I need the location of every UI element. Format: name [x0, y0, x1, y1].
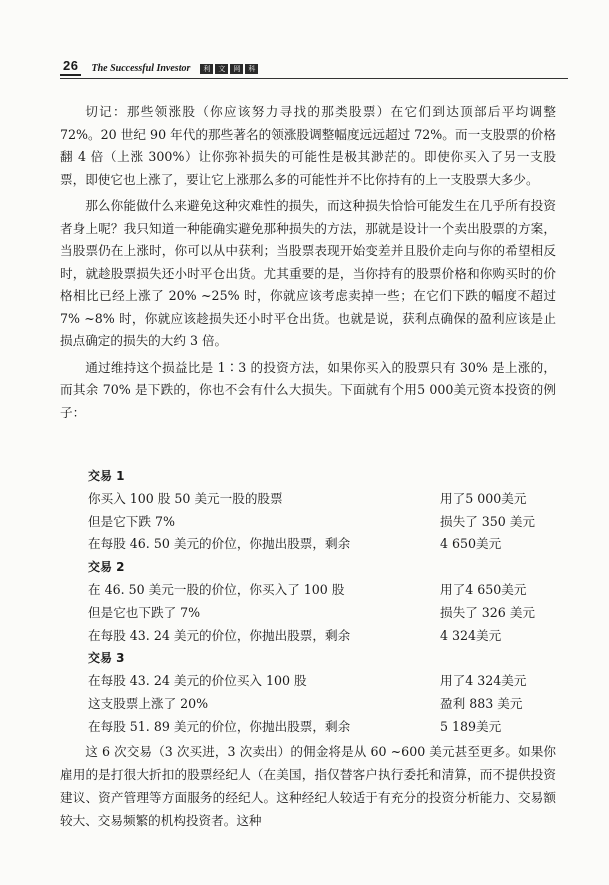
trade-amount: 盈利 883 美元	[440, 695, 523, 711]
paragraph: 那么你能做什么来避免这种灾难性的损失，而这种损失恰恰可能发生在几乎所有投资者身上呢？我只知道一种能确实避免那种损失的方法，那就是设计一个卖出股票的方案，当股票仍在上涨时，你可以从中获利；当股票表现开始变差并且股价走向与你的希望相反时，就趁股票损失还小时平仓出货。尤其重要的是，当你持有的股票价格和你购买时的价格相比已经上涨了 20% ~25% 时，你就应该考虑卖掉一些；在它们下跌的幅度不超过 7% ~8% 时，你就应该趁损失还小时平仓出货。也就是说，获利点确保的盈利应该是止损点确定的损失的大约 3 倍。	[60, 198, 556, 348]
trade-row	[88, 625, 558, 648]
trade-action: 这支股票上涨了 20%	[88, 695, 209, 711]
trade-title: 交易 1	[88, 469, 125, 483]
trade-row	[88, 533, 558, 556]
trade-amount: 4 324美元	[440, 627, 502, 643]
trade-row	[88, 511, 558, 534]
body-text	[60, 101, 556, 428]
trade-row	[88, 602, 558, 625]
trade-amount: 损失了 350 美元	[440, 513, 536, 529]
trade-amount: 用了4 324美元	[440, 673, 527, 689]
trade-action: 在每股 43. 24 美元的价位买入 100 股	[88, 673, 307, 689]
trade-block	[88, 647, 558, 738]
trade-action: 但是它也下跌了 7%	[88, 604, 201, 620]
header-tags	[200, 64, 260, 74]
trade-amount: 损失了 326 美元	[440, 604, 536, 620]
trade-amount: 5 189美元	[440, 718, 502, 734]
trade-title: 交易 3	[88, 651, 125, 666]
trade-action: 在每股 51. 89 美元的价位，你抛出股票，剩余	[88, 718, 351, 734]
trade-action: 但是它下跌 7%	[88, 513, 175, 529]
paragraph: 通过维持这个损益比是 1∶3 的投资方法，如果你买入的股票只有 30% 是上涨的，而其余 70% 是下跌的，你也不会有什么大损失。下面就有个用5 000美元资本投资的例子：	[60, 359, 556, 420]
trade-block	[88, 556, 558, 647]
header-tag: 利	[200, 64, 213, 74]
trade-row	[88, 488, 558, 511]
header-tag: 科	[245, 64, 258, 74]
trade-title: 交易 2	[88, 560, 125, 575]
trade-amount: 用了4 650美元	[440, 581, 527, 597]
trade-block	[88, 465, 558, 556]
trade-action: 在 46. 50 美元一股的价位，你买入了 100 股	[88, 581, 345, 597]
running-header	[60, 58, 260, 76]
trade-examples	[88, 465, 558, 739]
trade-action: 在每股 43. 24 美元的价位，你抛出股票，剩余	[88, 627, 351, 643]
header-rule	[60, 78, 568, 79]
trade-action: 你买入 100 股 50 美元一股的股票	[88, 490, 283, 506]
paragraph: 切记：那些领涨股（你应该努力寻找的那类股票）在它们到达顶部后平均调整 72%。20 世纪 90 年代的那些著名的领涨股调整幅度远远超过 72%。而一支股票的价格翻 4 倍（上涨 300%）让你弥补损失的可能性是极其渺茫的。即使你买入了另一支股票，即使它也上涨了，要让它上涨那么多的可能性并不比你持有的上一支股票大多少。	[60, 104, 556, 187]
paragraph: 这 6 次交易（3 次买进，3 次卖出）的佣金将是从 60 ~600 美元甚至更多。如果你雇用的是打很大折扣的股票经纪人（在美国，指仅替客户执行委托和清算，而不提供投资建议、资产管理等方面服务的经纪人。这种经纪人较适于有充分的投资分析能力、交易额较大、交易频繁的机构投资者。这种	[60, 744, 556, 828]
trade-row	[88, 716, 558, 739]
trade-row	[88, 579, 558, 602]
trade-row	[88, 693, 558, 716]
trade-row	[88, 670, 558, 693]
closing-text	[60, 740, 556, 832]
book-title: The Successful Investor	[91, 63, 191, 74]
page-number: 26	[60, 58, 81, 76]
header-tag: 网	[230, 64, 243, 74]
trade-amount: 用了5 000美元	[440, 490, 527, 506]
trade-amount: 4 650美元	[440, 536, 502, 552]
header-tag: 文	[215, 64, 228, 74]
trade-action: 在每股 46. 50 美元的价位，你抛出股票，剩余	[88, 536, 351, 552]
